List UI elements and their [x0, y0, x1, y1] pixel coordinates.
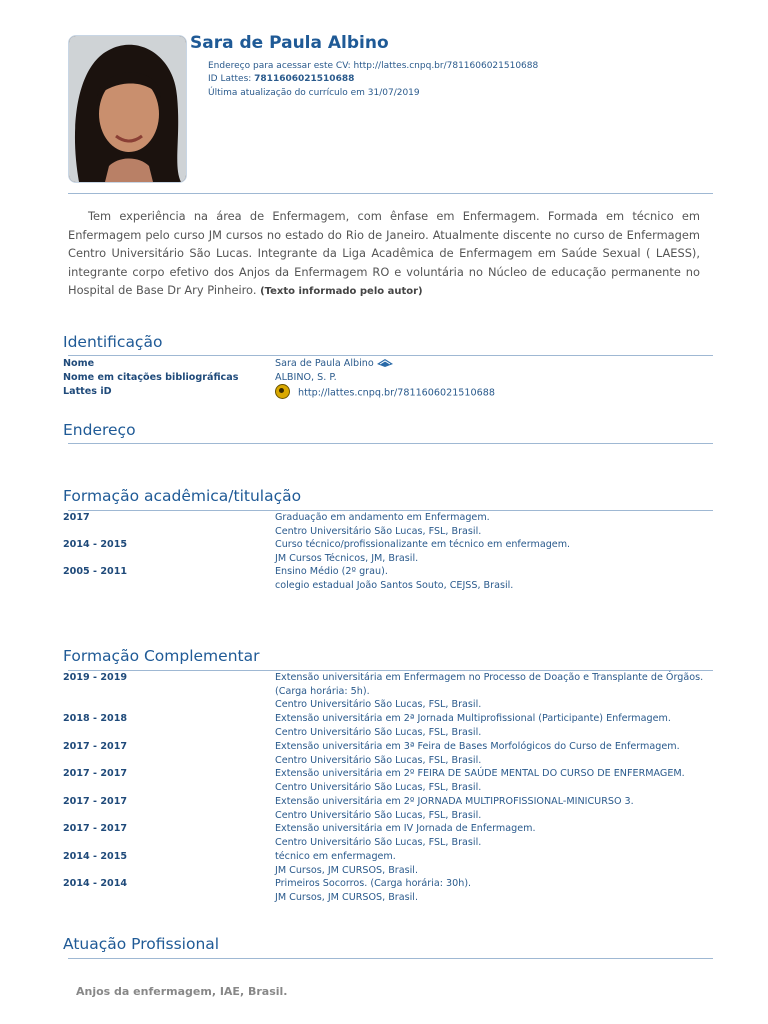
complementar-period: 2017 - 2017 — [63, 768, 128, 779]
lattes-link[interactable]: http://lattes.cnpq.br/7811606021510688 — [298, 387, 495, 399]
profile-name: Sara de Paula Albino — [190, 33, 389, 53]
formacao-institution: Centro Universitário São Lucas, FSL, Brasil. — [275, 525, 482, 537]
complementar-institution: Centro Universitário São Lucas, FSL, Brasil. — [275, 726, 482, 738]
complementar-detail — [275, 795, 715, 822]
complementar-institution: JM Cursos, JM CURSOS, Brasil. — [275, 864, 419, 876]
cnpq-icon[interactable] — [376, 358, 394, 368]
divider — [68, 355, 713, 356]
complementar-institution: JM Cursos, JM CURSOS, Brasil. — [275, 891, 419, 903]
lattes-icon — [275, 384, 290, 399]
section-title-endereco: Endereço — [63, 421, 136, 439]
divider — [68, 443, 713, 444]
formacao-course: Graduação em andamento em Enfermagem. — [275, 512, 490, 523]
formacao-period: 2005 - 2011 — [63, 566, 128, 577]
section-title-formacao: Formação acadêmica/titulação — [63, 487, 302, 505]
formacao-period: 2014 - 2015 — [63, 539, 128, 550]
complementar-hours: (Carga horária: 5h). — [275, 685, 370, 697]
complementar-detail — [275, 767, 715, 794]
complementar-institution: Centro Universitário São Lucas, FSL, Brasil. — [275, 781, 482, 793]
section-title-identificacao: Identificação — [63, 333, 163, 351]
summary-text — [68, 207, 700, 302]
complementar-detail — [275, 822, 715, 849]
profile-photo — [68, 35, 187, 183]
complementar-period: 2017 - 2017 — [63, 823, 128, 834]
formacao-institution: colegio estadual João Santos Souto, CEJSS, Brasil. — [275, 579, 514, 591]
id-value: ALBINO, S. P. — [275, 372, 337, 383]
formacao-institution: JM Cursos Técnicos, JM, Brasil. — [275, 552, 419, 564]
cv-address[interactable]: Endereço para acessar este CV: http://lattes.cnpq.br/7811606021510688 — [208, 61, 539, 71]
id-value — [275, 385, 715, 400]
formacao-course: Ensino Médio (2º grau). — [275, 566, 388, 577]
complementar-detail — [275, 671, 715, 712]
id-key: Lattes iD — [63, 386, 112, 397]
id-key: Nome — [63, 358, 95, 369]
complementar-course: Extensão universitária em 3ª Feira de Bases Morfológicos do Curso de Enfermagem. — [275, 741, 680, 752]
complementar-period: 2014 - 2015 — [63, 851, 128, 862]
formacao-course: Curso técnico/profissionalizante em técnico em enfermagem. — [275, 539, 571, 550]
complementar-institution: Centro Universitário São Lucas, FSL, Brasil. — [275, 836, 482, 848]
id-key: Nome em citações bibliográficas — [63, 372, 239, 383]
complementar-detail — [275, 850, 715, 877]
summary-body: Tem experiência na área de Enfermagem, com ênfase em Enfermagem. Formada em técnico em Enfermagem pelo curso JM cursos no estado do Rio de Janeiro. Atualmente discente no curso de Enfermagem Centro Universitário São Lucas. Integrante da Liga Acadêmica de Enfermagem em Saúde Sexual ( LAESS), integrante corpo efetivo dos Anjos da Enfermagem RO e voluntária no Núcleo de educação permanente no Hospital de Base Dr Ary Pinheiro. — [68, 209, 700, 297]
complementar-period: 2017 - 2017 — [63, 796, 128, 807]
complementar-course: Extensão universitária em 2ª Jornada Multiprofissional (Participante) Enfermagem. — [275, 713, 671, 724]
formacao-period: 2017 — [63, 512, 90, 523]
atuacao-employer: Anjos da enfermagem, IAE, Brasil. — [76, 985, 288, 998]
complementar-detail — [275, 740, 715, 767]
complementar-period: 2017 - 2017 — [63, 741, 128, 752]
complementar-institution: Centro Universitário São Lucas, FSL, Brasil. — [275, 754, 482, 766]
section-title-complementar: Formação Complementar — [63, 647, 260, 665]
summary-note: (Texto informado pelo autor) — [260, 286, 423, 297]
complementar-course: Extensão universitária em Enfermagem no Processo de Doação e Transplante de Órgãos. — [275, 672, 704, 683]
lattes-id — [208, 74, 354, 84]
formacao-detail — [275, 511, 715, 538]
complementar-institution: Centro Universitário São Lucas, FSL, Brasil. — [275, 699, 482, 710]
complementar-period: 2014 - 2014 — [63, 878, 128, 889]
complementar-detail — [275, 877, 715, 904]
formacao-detail — [275, 538, 715, 565]
last-update: Última atualização do currículo em 31/07/2019 — [208, 88, 420, 98]
complementar-course: Extensão universitária em IV Jornada de Enfermagem. — [275, 823, 536, 834]
complementar-detail — [275, 712, 715, 739]
divider — [68, 193, 713, 194]
complementar-course: Extensão universitária em 2º FEIRA DE SAÚDE MENTAL DO CURSO DE ENFERMAGEM. — [275, 768, 685, 779]
complementar-course: técnico em enfermagem. — [275, 851, 396, 862]
complementar-course: Extensão universitária em 2º JORNADA MULTIPROFISSIONAL-MINICURSO 3. — [275, 796, 634, 807]
complementar-course: Primeiros Socorros. (Carga horária: 30h). — [275, 878, 472, 889]
complementar-period: 2018 - 2018 — [63, 713, 128, 724]
lattes-id-value: 7811606021510688 — [254, 74, 355, 84]
divider — [68, 958, 713, 959]
id-value-text: Sara de Paula Albino — [275, 358, 374, 369]
formacao-detail — [275, 565, 715, 592]
lattes-id-label: ID Lattes: — [208, 74, 255, 84]
id-value — [275, 357, 715, 371]
section-title-atuacao: Atuação Profissional — [63, 935, 220, 953]
complementar-institution: Centro Universitário São Lucas, FSL, Brasil. — [275, 809, 482, 821]
complementar-period: 2019 - 2019 — [63, 672, 128, 683]
